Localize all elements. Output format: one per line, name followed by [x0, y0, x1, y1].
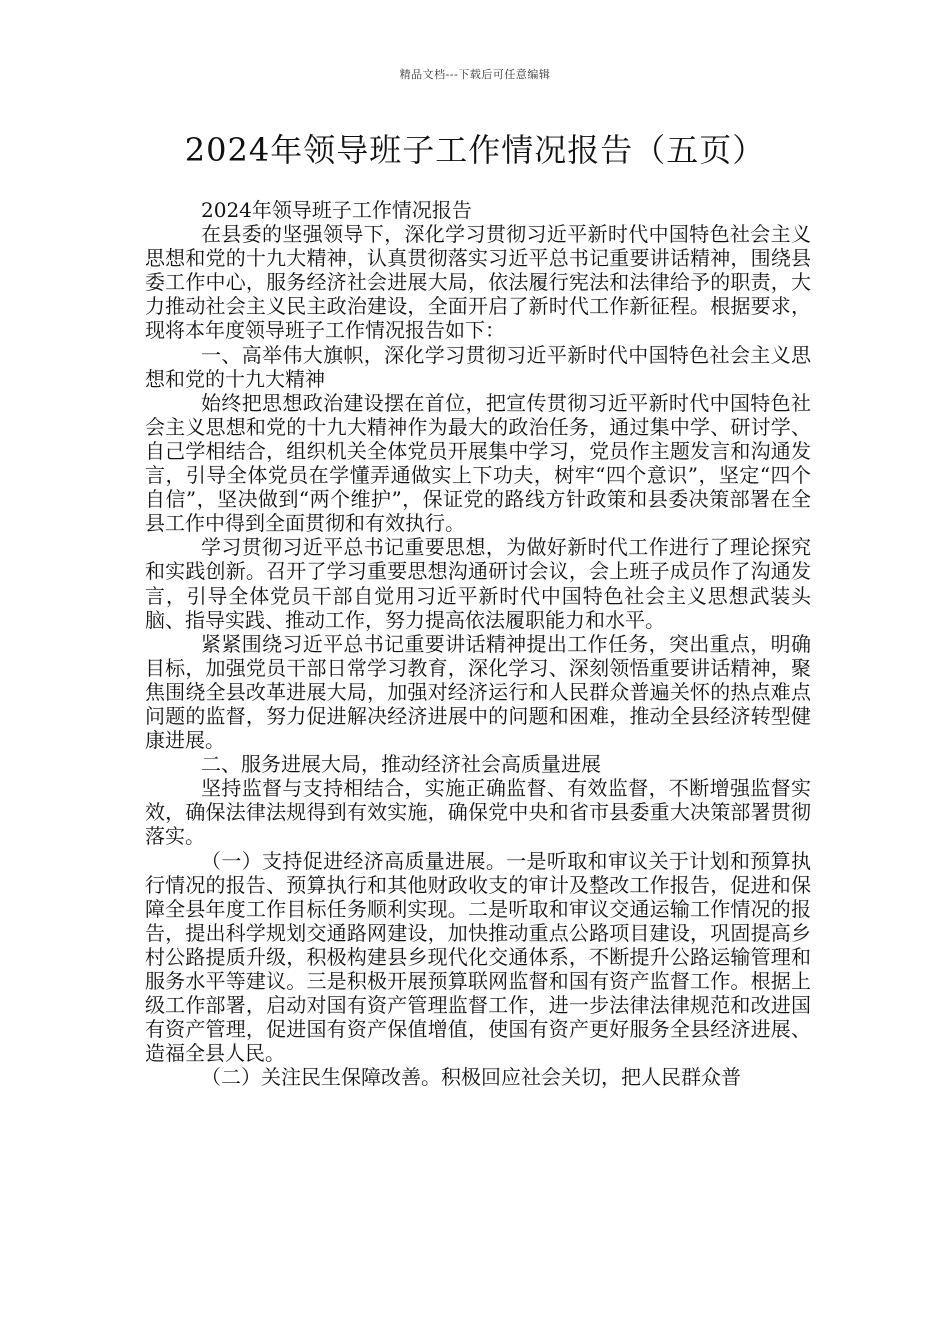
page-header: 精品文档---下载后可任意编辑: [399, 68, 551, 81]
body-paragraph: 学习贯彻习近平总书记重要思想，为做好新时代工作进行了理论探究和实践创新。召开了学习重要思想沟通研讨会议，会上班子成员作了沟通发言，引导全体党员干部自觉用习近平新时代中国特色社会主义思想武装头脑、指导实践、推动工作，努力提高依法履职能力和水平。: [145, 535, 811, 632]
body-paragraph: 紧紧围绕习近平总书记重要讲话精神提出工作任务，突出重点，明确目标，加强党员干部日常学习教育，深化学习、深刻领悟重要讲话精神，聚焦围绕全县改革进展大局，加强对经济运行和人民群众普遍关怀的热点难点问题的监督，努力促进解决经济进展中的问题和困难，推动全县经济转型健康进展。: [145, 631, 811, 753]
document-body: [145, 198, 811, 1089]
section-heading-1: 一、高举伟大旗帜，深化学习贯彻习近平新时代中国特色社会主义思想和党的十九大精神: [145, 342, 811, 391]
document-subtitle: 2024年领导班子工作情况报告: [201, 198, 472, 222]
body-paragraph: 坚持监督与支持相结合，实施正确监督、有效监督，不断增强监督实效，确保法律法规得到有效实施，确保党中央和省市县委重大决策部署贯彻落实。: [145, 776, 811, 849]
document-title: 2024年领导班子工作情况报告（五页）: [184, 131, 766, 169]
body-paragraph: （二）关注民生保障改善。积极回应社会关切，把人民群众普: [201, 1065, 741, 1090]
intro-paragraph: 在县委的坚强领导下，深化学习贯彻习近平新时代中国特色社会主义思想和党的十九大精神，认真贯彻落实习近平总书记重要讲话精神，围绕县委工作中心，服务经济社会进展大局，依法履行宪法和法律给予的职责，大力推动社会主义民主政治建设，全面开启了新时代工作新征程。根据要求，现将本年度领导班子工作情况报告如下：: [145, 222, 811, 343]
body-paragraph: （一）支持促进经济高质量进展。一是听取和审议关于计划和预算执行情况的报告、预算执行和其他财政收支的审计及整改工作报告，促进和保障全县年度工作目标任务顺利实现。二是听取和审议交通运输工作情况的报告，提出科学规划交通路网建设，加快推动重点公路项目建设，巩固提高乡村公路提质升级，积极构建县乡现代化交通体系，不断提升公路运输管理和服务水平等建议。三是积极开展预算联网监督和国有资产监督工作。根据上级工作部署，启动对国有资产管理监督工作，进一步法律法律规范和改进国有资产管理，促进国有资产保值增值，使国有资产更好服务全县经济进展、造福全县人民。: [145, 848, 811, 1066]
section-heading-2: 二、服务进展大局，推动经济社会高质量进展: [201, 752, 601, 777]
body-paragraph: 始终把思想政治建设摆在首位，把宣传贯彻习近平新时代中国特色社会主义思想和党的十九大精神作为最大的政治任务，通过集中学、研讨学、自己学相结合，组织机关全体党员开展集中学习，党员作主题发言和沟通发言，引导全体党员在学懂弄通做实上下功夫，树牢“四个意识”，坚定“四个自信”，坚决做到“两个维护”，保证党的路线方针政策和县委决策部署在全县工作中得到全面贯彻和有效执行。: [145, 390, 811, 536]
